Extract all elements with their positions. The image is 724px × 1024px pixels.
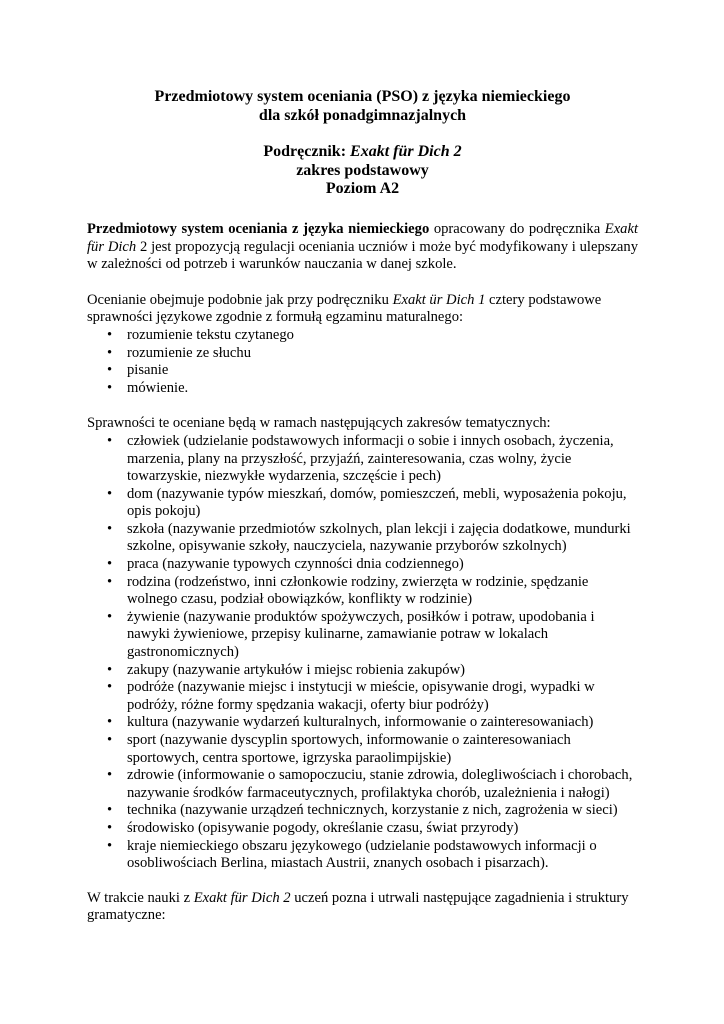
skills-intro-paragraph [87,292,638,327]
textbook-scope: zakres podstawowy [296,161,429,179]
intro-bold: Przedmiotowy system oceniania z języka niemieckiego [87,220,430,237]
textbook-label: Podręcznik: [263,143,351,161]
list-item: • kultura (nazywanie wydarzeń kulturalnych, informowanie o zainteresowaniach) [127,714,638,732]
textbook-level: Poziom A2 [325,180,400,198]
list-item: • mówienie. [127,380,638,398]
list-item: • sport (nazywanie dyscyplin sportowych, informowanie o zainteresowaniach sportowych, centra sportowe, igrzyska paraolimpijskie) [127,732,638,767]
list-item: • praca (nazywanie typowych czynności dnia codziennego) [127,556,638,574]
grammar-intro-book: Exakt für Dich 2 [193,889,291,906]
textbook-info [87,143,638,199]
topics-list [87,433,638,873]
intro-text-1: opracowany do podręcznika [429,220,605,237]
title-line-1: Przedmiotowy system oceniania (PSO) z języka niemieckiego [154,88,571,105]
grammar-intro-text-2: uczeń pozna i utrwali następujące zagadnienia i struktury gramatyczne: [87,889,629,924]
list-item: • podróże (nazywanie miejsc i instytucji w mieście, opisywanie drogi, wypadki w podróży, różne formy spędzania wakacji, oferty biur podróży) [127,679,638,714]
skills-intro-text-1: Ocenianie obejmuje podobnie jak przy podręczniku [87,291,393,308]
skills-intro-book: Exakt ür Dich 1 [392,291,486,308]
title-line-2: dla szkół ponadgimnazjalnych [258,106,467,124]
grammar-intro-text-1: W trakcie nauki z [87,889,194,906]
skills-list [87,327,638,397]
textbook-name: Exakt für Dich 2 [350,143,462,161]
list-item: • rozumienie ze słuchu [127,345,638,363]
list-item: • środowisko (opisywanie pogody, określanie czasu, świat przyrody) [127,820,638,838]
list-item: • pisanie [127,362,638,380]
list-item: • kraje niemieckiego obszaru językowego (udzielanie podstawowych informacji o osobliwościach Berlina, miastach Austrii, znanych osobach i pisarzach). [127,838,638,873]
list-item: • żywienie (nazywanie produktów spożywczych, posiłków i potraw, upodobania i nawyki żywieniowe, przepisy kulinarne, zamawianie potraw w lokalach gastronomicznych) [127,609,638,662]
document-title [87,88,638,125]
intro-book: Exakt für Dich [87,220,639,255]
list-item: • technika (nazywanie urządzeń technicznych, korzystanie z nich, zagrożenia w sieci) [127,802,638,820]
list-item: • rodzina (rodzeństwo, inni członkowie rodziny, zwierzęta w rodzinie, spędzanie wolnego czasu, podział obowiązków, konflikty w rodzinie) [127,574,638,609]
list-item: • człowiek (udzielanie podstawowych informacji o sobie i innych osobach, życzenia, marzenia, plany na przyszłość, przyjaźń, zainteresowania, czas wolny, życie towarzyskie, niezwykłe wydarzenia, szczęście i pech) [127,433,638,486]
list-item: • zdrowie (informowanie o samopoczuciu, stanie zdrowia, dolegliwościach i chorobach, nazywanie środków farmaceutycznych, profilaktyka chorób, uzależnienia i nałogi) [127,767,638,802]
skills-intro-text-2: cztery podstawowe sprawności językowe zgodnie z formułą egzaminu maturalnego: [87,291,602,326]
textbook-line [87,143,638,162]
intro-text-2: 2 jest propozycją regulacji oceniania uczniów i może być modyfikowany i ulepszany w zależności od potrzeb i warunków nauczania w danej szkole. [87,238,638,273]
grammar-intro-paragraph [87,890,638,925]
list-item: • rozumienie tekstu czytanego [127,327,638,345]
list-item: • zakupy (nazywanie artykułów i miejsc robienia zakupów) [127,662,638,680]
list-item: • dom (nazywanie typów mieszkań, domów, pomieszczeń, mebli, wyposażenia pokoju, opis pokoju) [127,486,638,521]
topics-intro-paragraph: Sprawności te oceniane będą w ramach następujących zakresów tematycznych: [87,415,551,432]
intro-paragraph [87,221,638,274]
list-item: • szkoła (nazywanie przedmiotów szkolnych, plan lekcji i zajęcia dodatkowe, mundurki szkolne, opisywanie szkoły, nauczyciela, nazywanie przyborów szkolnych) [127,521,638,556]
